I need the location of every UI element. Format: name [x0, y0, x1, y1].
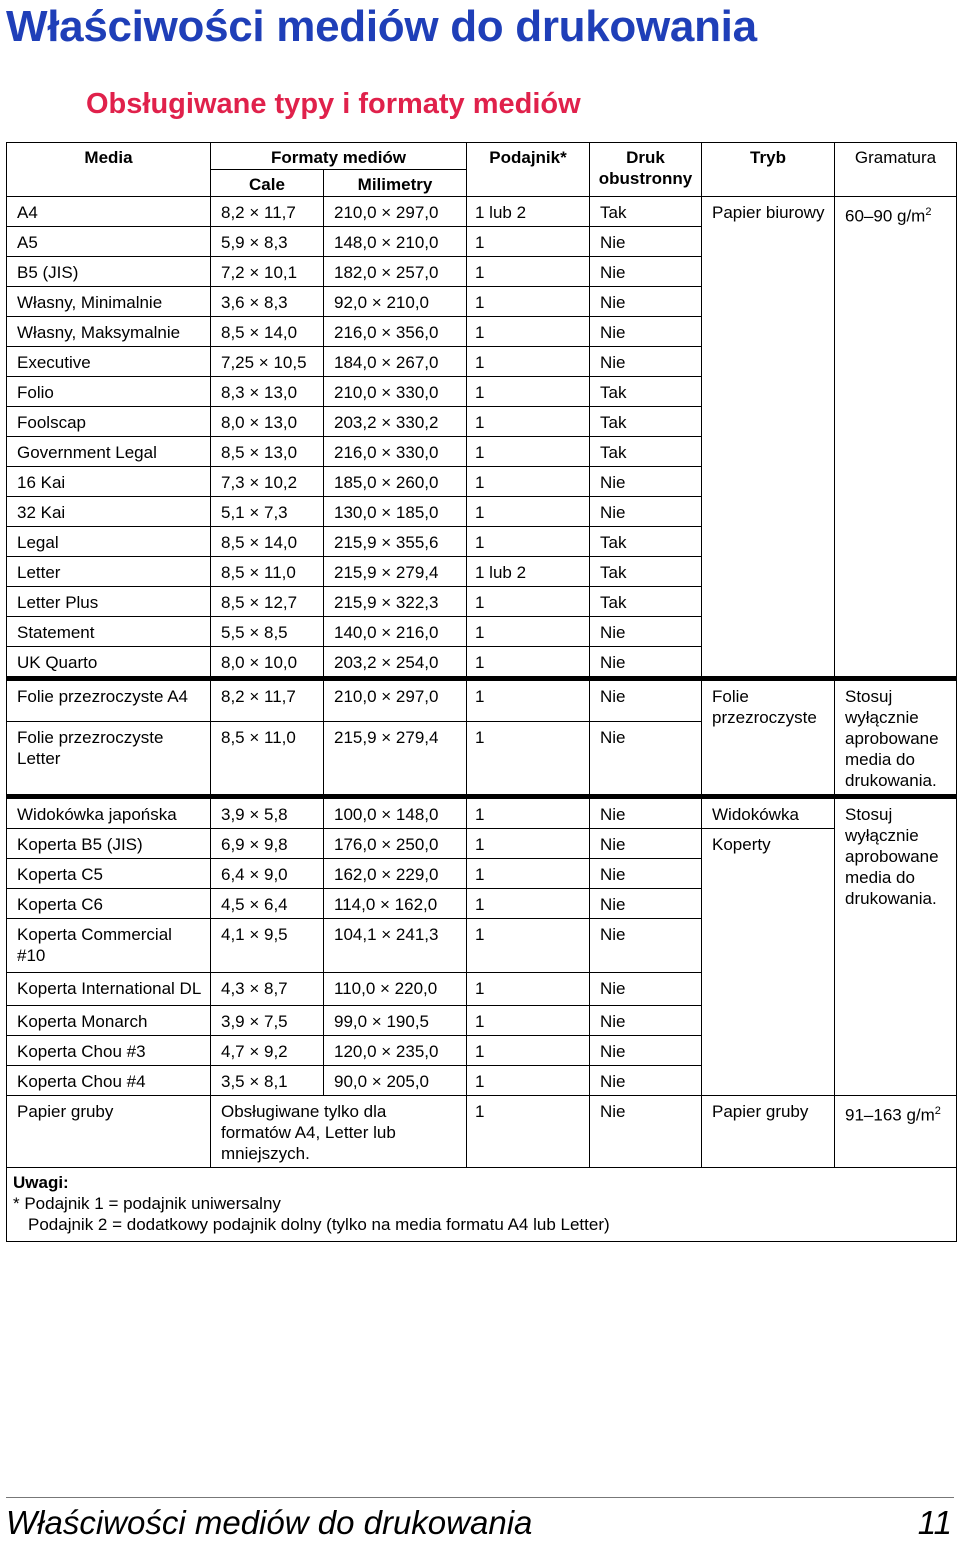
cell-size-mm: 99,0 × 190,5	[324, 1006, 467, 1036]
cell-duplex: Nie	[590, 919, 702, 973]
cell-tray: 1	[467, 377, 590, 407]
cell-size-mm: 162,0 × 229,0	[324, 859, 467, 889]
cell-media-name: Koperta International DL	[7, 973, 211, 1006]
cell-size-mm: 216,0 × 356,0	[324, 317, 467, 347]
cell-media-name: 32 Kai	[7, 497, 211, 527]
cell-tray: 1	[467, 407, 590, 437]
cell-size-inches: 7,2 × 10,1	[211, 257, 324, 287]
cell-duplex: Nie	[590, 679, 702, 722]
cell-tray: 1	[467, 287, 590, 317]
cell-media-name: Koperta C5	[7, 859, 211, 889]
cell-size-inches: 6,4 × 9,0	[211, 859, 324, 889]
cell-size-inches: 3,9 × 5,8	[211, 797, 324, 829]
cell-size-inches: 8,5 × 12,7	[211, 587, 324, 617]
header-mode: Tryb	[702, 143, 835, 197]
cell-size-mm: 216,0 × 330,0	[324, 437, 467, 467]
cell-media-name: Statement	[7, 617, 211, 647]
cell-media-name: Folie przezroczyste A4	[7, 679, 211, 722]
cell-size-mm: 140,0 × 216,0	[324, 617, 467, 647]
media-table	[6, 142, 957, 1242]
cell-tray: 1	[467, 317, 590, 347]
cell-media-name: Własny, Minimalnie	[7, 287, 211, 317]
weight-unit-exponent: 2	[925, 206, 932, 218]
cell-size-mm: 203,2 × 254,0	[324, 647, 467, 679]
table-row-heavy-paper	[7, 1096, 957, 1168]
cell-size-inches: 8,5 × 13,0	[211, 437, 324, 467]
cell-media-name: B5 (JIS)	[7, 257, 211, 287]
cell-duplex: Nie	[590, 721, 702, 796]
footer-title: Właściwości mediów do drukowania	[6, 1504, 533, 1541]
cell-size-mm: 215,9 × 355,6	[324, 527, 467, 557]
mode-plain-paper: Papier biurowy	[702, 197, 835, 679]
cell-media-name: Executive	[7, 347, 211, 377]
header-inches: Cale	[211, 170, 324, 197]
cell-tray: 1	[467, 829, 590, 859]
weight-value: Stosuj wyłącznie aprobowane media do drukowania.	[845, 687, 939, 790]
cell-size-mm: 114,0 × 162,0	[324, 889, 467, 919]
weight-plain-paper	[835, 197, 957, 679]
cell-duplex: Tak	[590, 407, 702, 437]
mode-heavy-paper: Papier gruby	[702, 1096, 835, 1168]
weight-value: 60–90 g/m	[845, 206, 926, 226]
cell-tray: 1	[467, 467, 590, 497]
cell-size-inches: 3,9 × 7,5	[211, 1006, 324, 1036]
cell-tray: 1	[467, 1096, 590, 1168]
cell-media-name: Koperta B5 (JIS)	[7, 829, 211, 859]
cell-size-mm: 130,0 × 185,0	[324, 497, 467, 527]
cell-duplex: Tak	[590, 437, 702, 467]
cell-tray: 1	[467, 437, 590, 467]
mode-envelope: Koperty	[702, 829, 835, 1096]
cell-media-name: 16 Kai	[7, 467, 211, 497]
cell-size-mm: 182,0 × 257,0	[324, 257, 467, 287]
cell-tray: 1	[467, 973, 590, 1006]
mode-postcard: Widokówka	[702, 797, 835, 829]
cell-size-inches: 8,5 × 11,0	[211, 557, 324, 587]
cell-media-name: A4	[7, 197, 211, 227]
cell-duplex: Nie	[590, 317, 702, 347]
header-duplex: Druk obustronny	[590, 143, 702, 197]
cell-media-name: Papier gruby	[7, 1096, 211, 1168]
cell-duplex: Tak	[590, 377, 702, 407]
cell-size-inches: 8,3 × 13,0	[211, 377, 324, 407]
notes-row	[7, 1168, 957, 1242]
cell-size-inches: 7,3 × 10,2	[211, 467, 324, 497]
cell-size-mm: 215,9 × 322,3	[324, 587, 467, 617]
cell-duplex: Nie	[590, 797, 702, 829]
cell-media-name: Letter	[7, 557, 211, 587]
cell-tray: 1	[467, 1036, 590, 1066]
cell-tray: 1	[467, 889, 590, 919]
cell-media-name: A5	[7, 227, 211, 257]
cell-media-name: UK Quarto	[7, 647, 211, 679]
cell-duplex: Nie	[590, 973, 702, 1006]
cell-tray: 1	[467, 587, 590, 617]
cell-tray: 1 lub 2	[467, 557, 590, 587]
weight-unit-exponent: 2	[934, 1105, 941, 1117]
header-mm: Milimetry	[324, 170, 467, 197]
cell-duplex: Nie	[590, 859, 702, 889]
section-title: Obsługiwane typy i formaty mediów	[86, 88, 581, 120]
cell-size-inches: 6,9 × 9,8	[211, 829, 324, 859]
cell-size-inches: 4,3 × 8,7	[211, 973, 324, 1006]
notes-line-tray1: * Podajnik 1 = podajnik uniwersalny	[13, 1194, 281, 1213]
cell-tray: 1	[467, 347, 590, 377]
cell-size-mm: 92,0 × 210,0	[324, 287, 467, 317]
cell-size-inches: 4,5 × 6,4	[211, 889, 324, 919]
cell-duplex: Nie	[590, 829, 702, 859]
cell-duplex: Nie	[590, 1066, 702, 1096]
cell-duplex: Nie	[590, 889, 702, 919]
cell-duplex: Nie	[590, 287, 702, 317]
page-number: 11	[917, 1504, 952, 1541]
cell-size-mm: 120,0 × 235,0	[324, 1036, 467, 1066]
cell-media-name: Koperta Chou #3	[7, 1036, 211, 1066]
cell-tray: 1	[467, 1006, 590, 1036]
cell-duplex: Nie	[590, 1006, 702, 1036]
cell-tray: 1	[467, 497, 590, 527]
cell-tray: 1	[467, 527, 590, 557]
cell-duplex: Nie	[590, 1036, 702, 1066]
table-row	[7, 797, 957, 829]
cell-size-mm: 90,0 × 205,0	[324, 1066, 467, 1096]
cell-tray: 1	[467, 859, 590, 889]
table-row	[7, 197, 957, 227]
cell-media-name: Koperta Commercial #10	[7, 919, 211, 973]
cell-duplex: Nie	[590, 227, 702, 257]
cell-size-mm: 210,0 × 297,0	[324, 679, 467, 722]
cell-duplex: Tak	[590, 557, 702, 587]
cell-size-mm: 110,0 × 220,0	[324, 973, 467, 1006]
cell-duplex: Nie	[590, 467, 702, 497]
cell-size-inches: 8,2 × 11,7	[211, 679, 324, 722]
header-media: Media	[7, 143, 211, 197]
cell-format-note: Obsługiwane tylko dla formatów A4, Letter lub mniejszych.	[211, 1096, 467, 1168]
cell-duplex: Tak	[590, 527, 702, 557]
cell-duplex: Nie	[590, 1096, 702, 1168]
cell-tray: 1	[467, 721, 590, 796]
header-tray: Podajnik*	[467, 143, 590, 197]
footer-divider	[6, 1497, 954, 1498]
cell-tray: 1	[467, 617, 590, 647]
cell-media-name: Government Legal	[7, 437, 211, 467]
mode-transparency: Folie przezroczyste	[702, 679, 835, 797]
header-weight: Gramatura	[835, 143, 957, 197]
cell-media-name: Folio	[7, 377, 211, 407]
cell-size-inches: 8,5 × 11,0	[211, 721, 324, 796]
cell-size-inches: 3,6 × 8,3	[211, 287, 324, 317]
cell-media-name: Widokówka japońska	[7, 797, 211, 829]
cell-media-name: Koperta Chou #4	[7, 1066, 211, 1096]
cell-size-mm: 184,0 × 267,0	[324, 347, 467, 377]
cell-tray: 1	[467, 257, 590, 287]
table-row	[7, 829, 957, 859]
cell-size-inches: 8,2 × 11,7	[211, 197, 324, 227]
header-formats: Formaty mediów	[211, 143, 467, 170]
cell-size-inches: 8,0 × 10,0	[211, 647, 324, 679]
cell-duplex: Tak	[590, 197, 702, 227]
cell-duplex: Nie	[590, 347, 702, 377]
cell-size-mm: 203,2 × 330,2	[324, 407, 467, 437]
notes-line-tray2: Podajnik 2 = dodatkowy podajnik dolny (tylko na media formatu A4 lub Letter)	[28, 1215, 610, 1234]
cell-tray: 1	[467, 647, 590, 679]
cell-size-mm: 210,0 × 297,0	[324, 197, 467, 227]
cell-size-inches: 5,9 × 8,3	[211, 227, 324, 257]
cell-duplex: Nie	[590, 617, 702, 647]
cell-media-name: Folie przezroczyste Letter	[7, 721, 211, 796]
cell-tray: 1	[467, 797, 590, 829]
cell-size-inches: 5,1 × 7,3	[211, 497, 324, 527]
notes-label: Uwagi:	[13, 1173, 69, 1192]
cell-size-inches: 8,5 × 14,0	[211, 317, 324, 347]
cell-tray: 1	[467, 1066, 590, 1096]
cell-size-inches: 5,5 × 8,5	[211, 617, 324, 647]
cell-duplex: Nie	[590, 257, 702, 287]
notes-cell	[7, 1168, 957, 1242]
cell-duplex: Nie	[590, 647, 702, 679]
weight-value: 91–163 g/m	[845, 1105, 935, 1125]
weight-postcard-envelope	[835, 797, 957, 1096]
cell-media-name: Foolscap	[7, 407, 211, 437]
cell-size-mm: 148,0 × 210,0	[324, 227, 467, 257]
cell-size-inches: 4,7 × 9,2	[211, 1036, 324, 1066]
weight-transparency	[835, 679, 957, 797]
cell-size-inches: 8,5 × 14,0	[211, 527, 324, 557]
cell-size-inches: 7,25 × 10,5	[211, 347, 324, 377]
cell-duplex: Nie	[590, 497, 702, 527]
cell-media-name: Letter Plus	[7, 587, 211, 617]
cell-tray: 1	[467, 919, 590, 973]
cell-size-mm: 104,1 × 241,3	[324, 919, 467, 973]
table-row	[7, 679, 957, 722]
cell-tray: 1 lub 2	[467, 197, 590, 227]
cell-size-mm: 215,9 × 279,4	[324, 721, 467, 796]
cell-duplex: Tak	[590, 587, 702, 617]
table-body	[7, 197, 957, 1242]
cell-size-inches: 8,0 × 13,0	[211, 407, 324, 437]
cell-size-mm: 176,0 × 250,0	[324, 829, 467, 859]
cell-tray: 1	[467, 679, 590, 722]
cell-media-name: Koperta C6	[7, 889, 211, 919]
cell-media-name: Legal	[7, 527, 211, 557]
weight-heavy-paper	[835, 1096, 957, 1168]
cell-media-name: Koperta Monarch	[7, 1006, 211, 1036]
table-header	[7, 143, 957, 197]
cell-media-name: Własny, Maksymalnie	[7, 317, 211, 347]
cell-tray: 1	[467, 227, 590, 257]
cell-size-inches: 4,1 × 9,5	[211, 919, 324, 973]
cell-size-mm: 185,0 × 260,0	[324, 467, 467, 497]
page-title: Właściwości mediów do drukowania	[6, 2, 757, 51]
cell-size-inches: 3,5 × 8,1	[211, 1066, 324, 1096]
weight-value: Stosuj wyłącznie aprobowane media do drukowania.	[845, 805, 939, 908]
cell-size-mm: 210,0 × 330,0	[324, 377, 467, 407]
cell-size-mm: 100,0 × 148,0	[324, 797, 467, 829]
cell-size-mm: 215,9 × 279,4	[324, 557, 467, 587]
